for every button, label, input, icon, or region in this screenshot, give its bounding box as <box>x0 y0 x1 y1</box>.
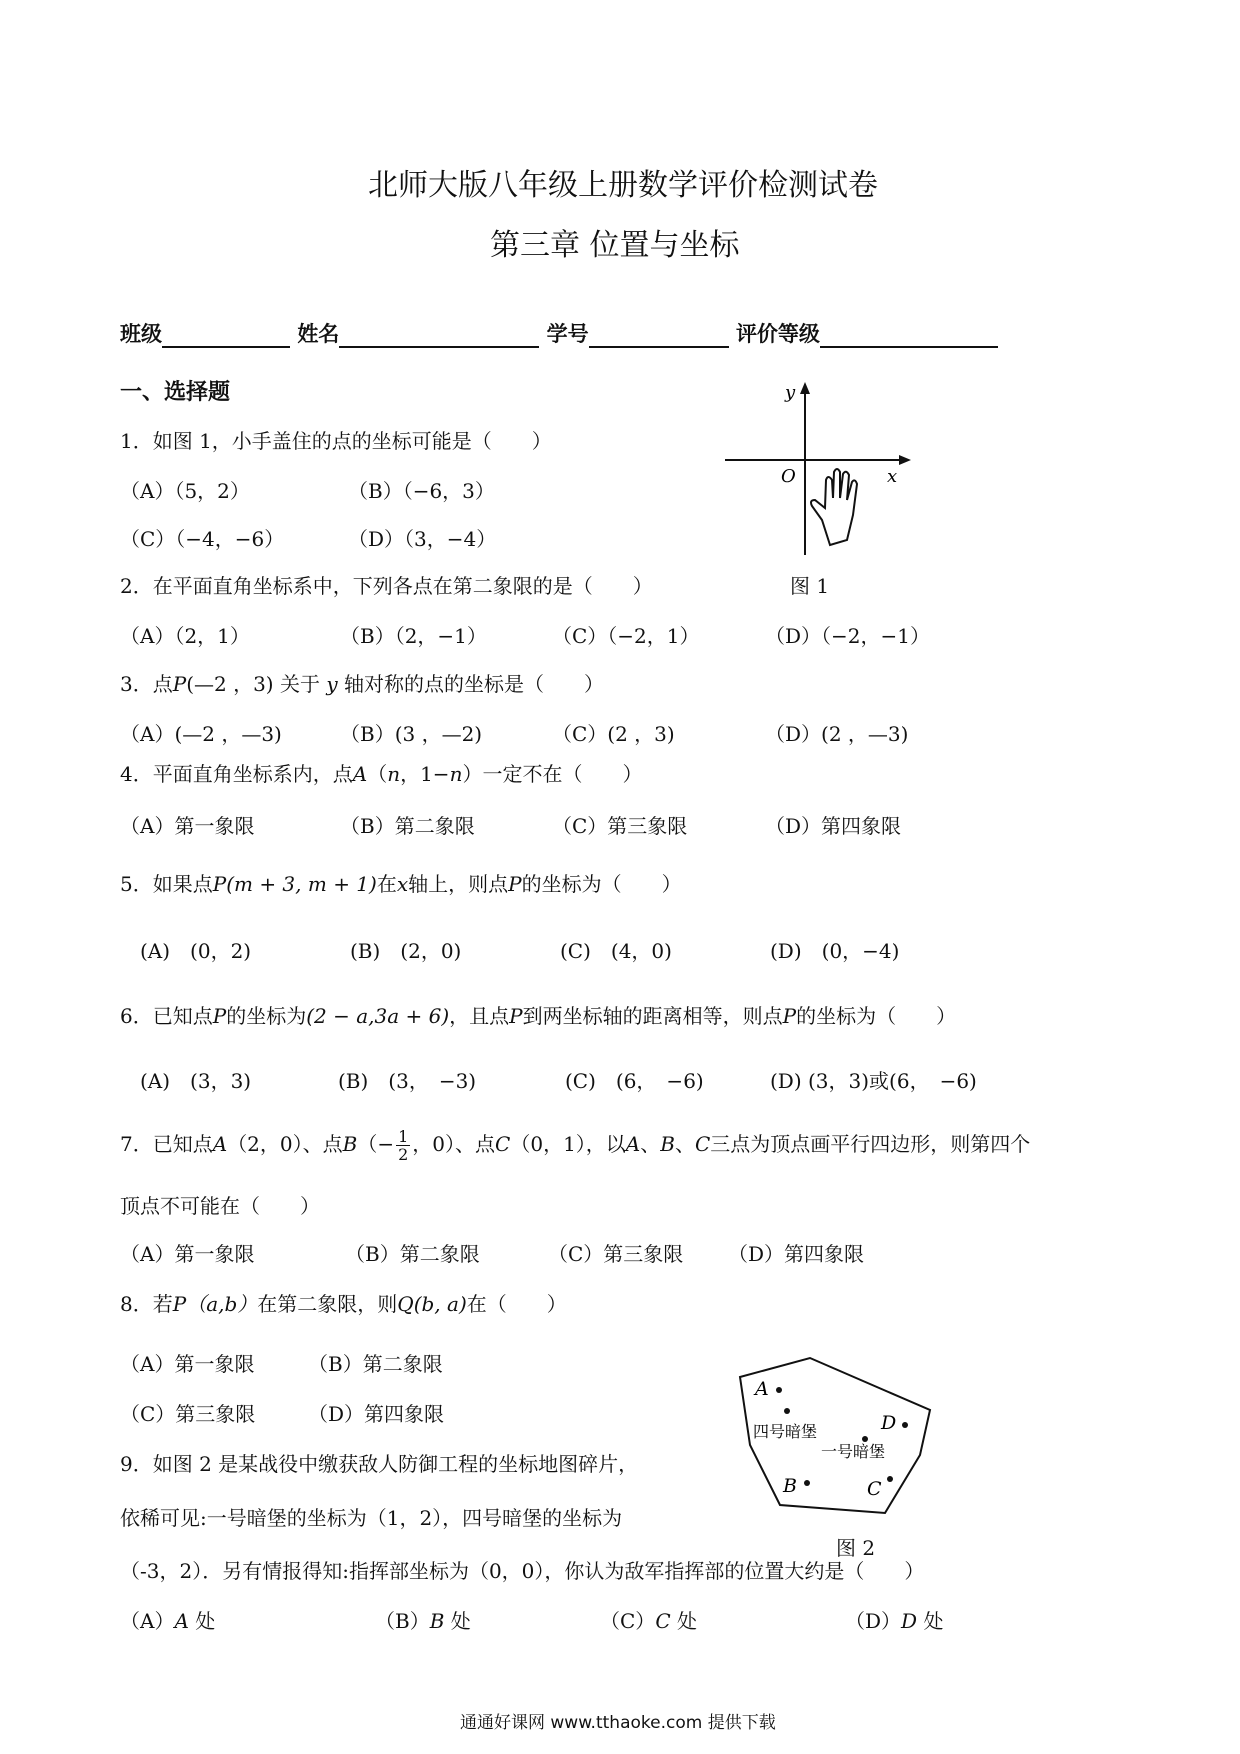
q3-pre: 3．点 <box>120 672 173 696</box>
q5-option-d[interactable]: (D) (0，−4) <box>770 939 900 963</box>
fig1-y-label: y <box>785 382 796 403</box>
q7-c-coord: （0，1），以 <box>510 1132 626 1156</box>
q7-b-close: ，0）、点 <box>412 1132 496 1156</box>
question-2-stem: 2．在平面直角坐标系中，下列各点在第二象限的是（ ） <box>120 574 653 598</box>
q8-mid: 在第二象限，则 <box>257 1292 398 1316</box>
q5-option-a[interactable]: (A) (0，2) <box>140 939 252 963</box>
question-9-line1: 9．如图 2 是某战役中缴获敌人防御工程的坐标地图碎片， <box>120 1452 639 1476</box>
q7-post: 三点为顶点画平行四边形，则第四个 <box>710 1132 1031 1156</box>
q7-frac-den: 2 <box>398 1145 409 1164</box>
q8-var-q: Q(b, a) <box>397 1292 467 1316</box>
question-4-stem <box>120 758 642 787</box>
q1-option-b[interactable]: （B）（−6，3） <box>348 479 495 503</box>
point-c-dot <box>887 1476 893 1482</box>
q9-b-post: 处 <box>444 1609 471 1633</box>
question-5-stem <box>120 868 682 897</box>
chapter-subtitle: 第三章 位置与坐标 <box>490 228 740 263</box>
page-title: 北师大版八年级上册数学评价检测试卷 <box>368 168 878 203</box>
q4-option-d[interactable]: （D）第四象限 <box>765 814 902 838</box>
name-label: 姓名 <box>297 321 340 346</box>
grade-field[interactable] <box>820 324 998 348</box>
q6-mid2: ，且点 <box>449 1004 510 1028</box>
q9-d-post: 处 <box>917 1609 944 1633</box>
class-field[interactable] <box>162 324 290 348</box>
id-field[interactable] <box>589 324 729 348</box>
q3-option-b[interactable]: （B）(3 ，—2) <box>340 722 483 746</box>
q7-option-d[interactable]: （D）第四象限 <box>728 1242 865 1266</box>
q5-var-p: P <box>508 872 522 896</box>
q8-p-coord: （a,b） <box>186 1292 258 1316</box>
student-info-row <box>120 318 998 348</box>
fig2-label-b: B <box>783 1475 797 1497</box>
q7-var-b: B <box>342 1132 358 1156</box>
q6-pre: 6．已知点 <box>120 1004 213 1028</box>
q5-pre: 5．如果点 <box>120 872 213 896</box>
q7-b-open: （− <box>357 1132 395 1156</box>
section-title: 一、选择题 <box>120 379 231 405</box>
q8-option-b[interactable]: （B）第二象限 <box>308 1352 443 1376</box>
bunker4-dot <box>784 1408 790 1414</box>
q7-sep1: 、 <box>640 1132 661 1156</box>
q3-option-c[interactable]: （C）(2 ，3) <box>552 722 675 746</box>
q3-post: 轴对称的点的坐标是（ ） <box>337 672 605 696</box>
q9-b-pre: （B） <box>375 1609 430 1633</box>
question-6-stem <box>120 1000 956 1029</box>
q5-option-c[interactable]: (C) (4，0) <box>560 939 672 963</box>
q4-var-n2: n <box>449 762 463 786</box>
q6-option-d[interactable]: (D) (3，3)或(6， −6) <box>770 1069 977 1093</box>
question-8-stem <box>120 1288 567 1317</box>
q2-option-a[interactable]: （A）（2，1） <box>120 624 250 648</box>
q1-option-c[interactable]: （C）（−4，−6） <box>120 527 285 551</box>
q5-option-b[interactable]: (B) (2，0) <box>350 939 462 963</box>
q7-list-a: A <box>625 1132 641 1156</box>
question-9-line3: （-3，2）．另有情报得知:指挥部坐标为（0，0），你认为敌军指挥部的位置大约是（ ） <box>120 1559 925 1583</box>
q4-open: （ <box>367 762 388 786</box>
q1-option-a[interactable]: （A）（5，2） <box>120 479 250 503</box>
q6-post: 的坐标为（ ） <box>796 1004 957 1028</box>
q9-option-a[interactable] <box>120 1605 215 1634</box>
id-label: 学号 <box>546 321 589 346</box>
figure-1-caption: 图 1 <box>790 574 830 598</box>
q5-mid1: 在 <box>376 872 397 896</box>
q8-option-d[interactable]: （D）第四象限 <box>308 1402 445 1426</box>
q8-option-c[interactable]: （C）第三象限 <box>120 1402 256 1426</box>
page-footer: 通通好课网 www.tthaoke.com 提供下载 <box>460 1713 776 1733</box>
q9-d-pre: （D） <box>845 1609 902 1633</box>
q3-coord: (—2 ，3) <box>186 672 274 696</box>
q6-option-c[interactable]: (C) (6， −6) <box>565 1069 704 1093</box>
q4-var-n: n <box>387 762 401 786</box>
q9-d-var: D <box>901 1609 918 1633</box>
q3-var-y: y <box>326 672 338 696</box>
q8-post: 在（ ） <box>466 1292 567 1316</box>
q4-option-c[interactable]: （C）第三象限 <box>552 814 688 838</box>
q2-option-c[interactable]: （C）（−2，1） <box>552 624 700 648</box>
fig2-bunker1-label: 一号暗堡 <box>821 1442 886 1461</box>
q9-a-var: A <box>174 1609 189 1633</box>
question-3-stem <box>120 668 604 697</box>
q9-option-c[interactable] <box>600 1605 697 1634</box>
q7-var-a: A <box>212 1132 228 1156</box>
q4-pre: 4．平面直角坐标系内，点 <box>120 762 353 786</box>
class-label: 班级 <box>120 321 162 346</box>
q7-frac-num: 1 <box>398 1127 409 1146</box>
q5-expr: P(m + 3, m + 1) <box>212 872 377 896</box>
q8-option-a[interactable]: （A）第一象限 <box>120 1352 255 1376</box>
q6-var-p3: P <box>782 1004 797 1028</box>
q9-option-d[interactable] <box>845 1605 943 1634</box>
question-7-stem <box>120 1128 1030 1163</box>
q7-option-b[interactable]: （B）第二象限 <box>345 1242 480 1266</box>
q2-option-d[interactable]: （D）（−2，−1） <box>765 624 930 648</box>
q3-option-d[interactable]: （D）(2 ，—3) <box>765 722 909 746</box>
q7-option-a[interactable]: （A）第一象限 <box>120 1242 255 1266</box>
q9-option-b[interactable] <box>375 1605 471 1634</box>
q6-mid1: 的坐标为 <box>226 1004 307 1028</box>
q4-sep: ，1− <box>400 762 450 786</box>
q3-mid: 关于 <box>273 672 327 696</box>
q8-pre: 8．若 <box>120 1292 173 1316</box>
q7-list-b: B <box>660 1132 675 1156</box>
fig2-label-a: A <box>755 1378 769 1400</box>
q4-option-b[interactable]: （B）第二象限 <box>340 814 475 838</box>
q1-option-d[interactable]: （D）（3，−4） <box>348 527 497 551</box>
figure-1-axes <box>725 380 925 560</box>
q9-a-post: 处 <box>188 1609 216 1633</box>
fig2-bunker4-label: 四号暗堡 <box>753 1422 818 1441</box>
q6-expr: (2 − a,3a + 6) <box>306 1004 450 1028</box>
q4-var-a: A <box>352 762 368 786</box>
question-9-line2: 依稀可见:一号暗堡的坐标为（1，2），四号暗堡的坐标为 <box>120 1506 623 1530</box>
q4-post: ）一定不在（ ） <box>462 762 643 786</box>
q7-fraction <box>396 1128 410 1163</box>
q7-a-coord: （2，0）、点 <box>227 1132 343 1156</box>
fig1-x-label: x <box>887 466 898 487</box>
q7-pre: 7．已知点 <box>120 1132 213 1156</box>
q9-a-pre: （A） <box>120 1609 175 1633</box>
q5-mid2: 轴上，则点 <box>408 872 509 896</box>
question-1-stem: 1．如图 1，小手盖住的点的坐标可能是（ ） <box>120 429 552 453</box>
point-b-dot <box>804 1480 810 1486</box>
q6-var-p2: P <box>509 1004 523 1028</box>
q9-c-pre: （C） <box>600 1609 656 1633</box>
fig1-origin-label: O <box>781 466 796 487</box>
q7-var-c: C <box>495 1132 511 1156</box>
question-7-line2: 顶点不可能在（ ） <box>120 1194 320 1218</box>
q4-option-a[interactable]: （A）第一象限 <box>120 814 255 838</box>
q2-option-b[interactable]: （B）（2，−1） <box>340 624 487 648</box>
fig2-label-d: D <box>881 1412 897 1434</box>
q3-var-p: P <box>172 672 187 696</box>
q8-var-p: P <box>172 1292 187 1316</box>
q6-option-a[interactable]: (A) (3，3) <box>140 1069 252 1093</box>
q3-option-a[interactable]: （A）(—2 ，—3) <box>120 722 282 746</box>
q5-var-x: x <box>396 872 409 896</box>
q9-c-post: 处 <box>670 1609 697 1633</box>
q7-sep2: 、 <box>674 1132 695 1156</box>
figure-2-caption: 图 2 <box>836 1536 876 1560</box>
q5-post: 的坐标为（ ） <box>521 872 682 896</box>
q9-b-var: B <box>429 1609 445 1633</box>
q7-list-c: C <box>694 1132 711 1156</box>
point-d-dot <box>902 1422 908 1428</box>
q6-option-b[interactable]: (B) (3， −3) <box>338 1069 477 1093</box>
q6-var-p: P <box>212 1004 227 1028</box>
figure-2-map <box>735 1355 940 1530</box>
fig2-label-c: C <box>867 1478 882 1500</box>
q6-mid3: 到两坐标轴的距离相等，则点 <box>522 1004 783 1028</box>
q9-c-var: C <box>655 1609 671 1633</box>
grade-label: 评价等级 <box>735 321 820 346</box>
name-field[interactable] <box>339 324 539 348</box>
point-a-dot <box>776 1387 782 1393</box>
hand-icon <box>811 469 857 545</box>
q7-option-c[interactable]: （C）第三象限 <box>548 1242 684 1266</box>
